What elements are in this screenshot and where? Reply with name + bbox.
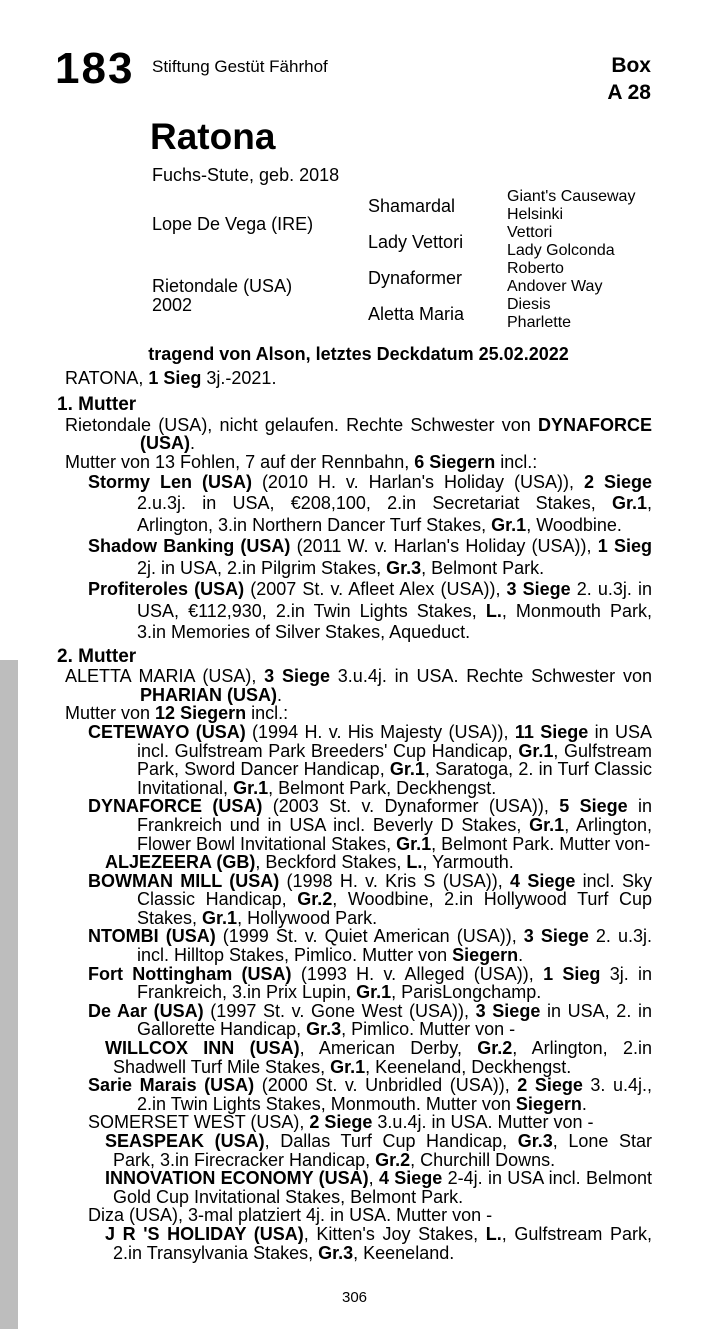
sire-name: Lope De Vega (IRE) xyxy=(152,213,314,234)
great-grandparent-5: Roberto xyxy=(507,260,564,277)
great-grandparent-2: Helsinki xyxy=(507,206,564,223)
pedigree-entry-dynaforce: DYNAFORCE (USA) (2003 St. v. Dynaformer (USA)), 5 Siege in Frankreich und in USA incl. Beverly D Stakes, Gr.1, Arlington, Flower Bowl Invitational Stakes, Gr.1, Belmont Park. Mutter von- xyxy=(88,796,652,854)
pedigree-grandparents-column xyxy=(368,188,507,333)
pedigree-entry-de-aar: De Aar (USA) (1997 St. v. Gone West (USA)), 3 Siege in USA, 2. in Gallorette Handicap, Gr.3, Pimlico. Mutter von - xyxy=(88,1000,652,1040)
pedigree-entry-bowman-mill: BOWMAN MILL (USA) (1998 H. v. Kris S (USA)), 4 Siege incl. Sky Classic Handicap, Gr.2, Woodbine, 2.in Hollywood Turf Cup Stakes, Gr.1, Hollywood Park. xyxy=(88,870,653,928)
scan-edge-strip xyxy=(0,660,18,1329)
dam2-intro: ALETTA MARIA (USA), 3 Siege 3.u.4j. in USA. Rechte Schwester von PHARIAN (USA). xyxy=(65,666,652,705)
dam-year: 2002 xyxy=(152,295,193,315)
box-number: A 28 xyxy=(607,81,651,104)
pedigree-entry-diza: Diza (USA), 3-mal platziert 4j. in USA. Mutter von - xyxy=(88,1205,493,1226)
pedigree-table xyxy=(152,188,657,333)
pedigree-greatgrandparents-column xyxy=(507,188,657,333)
great-grandparent-1: Giant's Causeway xyxy=(507,188,636,205)
great-grandparent-8: Pharlette xyxy=(507,314,572,331)
covering-note: tragend von Alson, letztes Deckdatum 25.02.2022 xyxy=(148,344,569,364)
great-grandparent-7: Diesis xyxy=(507,296,551,313)
horse-name: Ratona xyxy=(150,116,276,157)
sire-dam: Lady Vettori xyxy=(368,231,464,252)
pedigree-entry-stormy-len: Stormy Len (USA) (2010 H. v. Harlan's Holiday (USA)), 2 Siege 2.u.3j. in USA, €208,100, 2.in Secretariat Stakes, Gr.1, Arlington, 3.in Northern Dancer Turf Stakes, Gr.1, Woodbine. xyxy=(88,471,652,535)
lot-number: 183 xyxy=(55,44,135,93)
pedigree-entry-innovation-economy: INNOVATION ECONOMY (USA), 4 Siege 2-4j. in USA incl. Belmont Gold Cup Invitational Stakes, Belmont Park. xyxy=(105,1168,652,1207)
dam1-foal-count: Mutter von 13 Fohlen, 7 auf der Rennbahn, 6 Siegern incl.: xyxy=(65,451,538,472)
horse-details: Fuchs-Stute, geb. 2018 xyxy=(152,165,340,185)
great-grandparent-6: Andover Way xyxy=(507,278,603,295)
section-heading-dam2: 2. Mutter xyxy=(57,645,137,667)
pedigree-entry-fort-nottingham: Fort Nottingham (USA) (1993 H. v. Alleged (USA)), 1 Sieg 3j. in Frankreich, 3.in Prix Lupin, Gr.1, ParisLongchamp. xyxy=(88,963,653,1003)
pedigree-entry-seaspeak: SEASPEAK (USA), Dallas Turf Cup Handicap, Gr.3, Lone Star Park, 3.in Firecracker Handicap, Gr.2, Churchill Downs. xyxy=(105,1131,652,1170)
pedigree-entry-sarie-marais: Sarie Marais (USA) (2000 St. v. Unbridled (USA)), 2 Siege 3. u.4j., 2.in Twin Lights Stakes, Monmouth. Mutter von Siegern. xyxy=(88,1075,652,1114)
pedigree-parents-column xyxy=(152,188,368,333)
dam-cell xyxy=(152,260,368,332)
consignor-name: Stiftung Gestüt Fährhof xyxy=(152,57,328,76)
dam2-foal-count: Mutter von 12 Siegern incl.: xyxy=(65,703,289,724)
dam1-intro: Rietondale (USA), nicht gelaufen. Rechte Schwester von DYNAFORCE (USA). xyxy=(65,414,652,454)
box-assignment xyxy=(607,52,651,106)
box-label: Box xyxy=(611,54,651,77)
pedigree-entry-jrs-holiday: J R 'S HOLIDAY (USA), Kitten's Joy Stakes, L., Gulfstream Park, 2.in Transylvania Stakes, Gr.3, Keeneland. xyxy=(105,1223,652,1263)
catalog-body-text xyxy=(57,344,653,1263)
pedigree-entry-willcox-inn: WILLCOX INN (USA), American Derby, Gr.2, Arlington, 2.in Shadwell Turf Mile Stakes, Gr.1, Keeneland, Deckhengst. xyxy=(105,1038,652,1077)
sire-cell xyxy=(152,188,368,260)
great-grandparent-3: Vettori xyxy=(507,224,553,241)
section-heading-dam1: 1. Mutter xyxy=(57,394,137,416)
pedigree-entry-cetewayo: CETEWAYO (USA) (1994 H. v. His Majesty (USA)), 11 Siege in USA incl. Gulfstream Park Breeders' Cup Handicap, Gr.1, Gulfstream Park, Sword Dancer Handicap, Gr.1, Saratoga, 2. in Turf Classic Invitational, Gr.1, Belmont Park, Deckhengst. xyxy=(88,721,652,798)
dam-sire: Dynaformer xyxy=(368,267,463,288)
pedigree-entry-somerset-west: SOMERSET WEST (USA), 2 Siege 3.u.4j. in USA. Mutter von - xyxy=(88,1112,594,1133)
pedigree-entry-ntombi: NTOMBI (USA) (1999 St. v. Quiet American (USA)), 3 Siege 2. u.3j. incl. Hilltop Stakes, Pimlico. Mutter von Siegern. xyxy=(88,926,652,966)
pedigree-entry-aljezeera: ALJEZEERA (GB), Beckford Stakes, L., Yarmouth. xyxy=(105,852,514,873)
sire-sire: Shamardal xyxy=(368,195,456,216)
pedigree-entry-profiteroles: Profiteroles (USA) (2007 St. v. Afleet Alex (USA)), 3 Siege 2. u.3j. in USA, €112,930, 2.in Twin Lights Stakes, L., Monmouth Park, 3.in Memories of Silver Stakes, Aqueduct. xyxy=(88,579,653,643)
pedigree-entry-shadow-banking: Shadow Banking (USA) (2011 W. v. Harlan's Holiday (USA)), 1 Sieg 2j. in USA, 2.in Pilgrim Stakes, Gr.3, Belmont Park. xyxy=(88,536,652,578)
great-grandparent-4: Lady Golconda xyxy=(507,242,615,259)
dam-name: Rietondale (USA) xyxy=(152,276,293,296)
page-number: 306 xyxy=(341,1289,368,1306)
dam-dam: Aletta Maria xyxy=(368,303,465,324)
race-record: RATONA, 1 Sieg 3j.-2021. xyxy=(65,367,277,388)
